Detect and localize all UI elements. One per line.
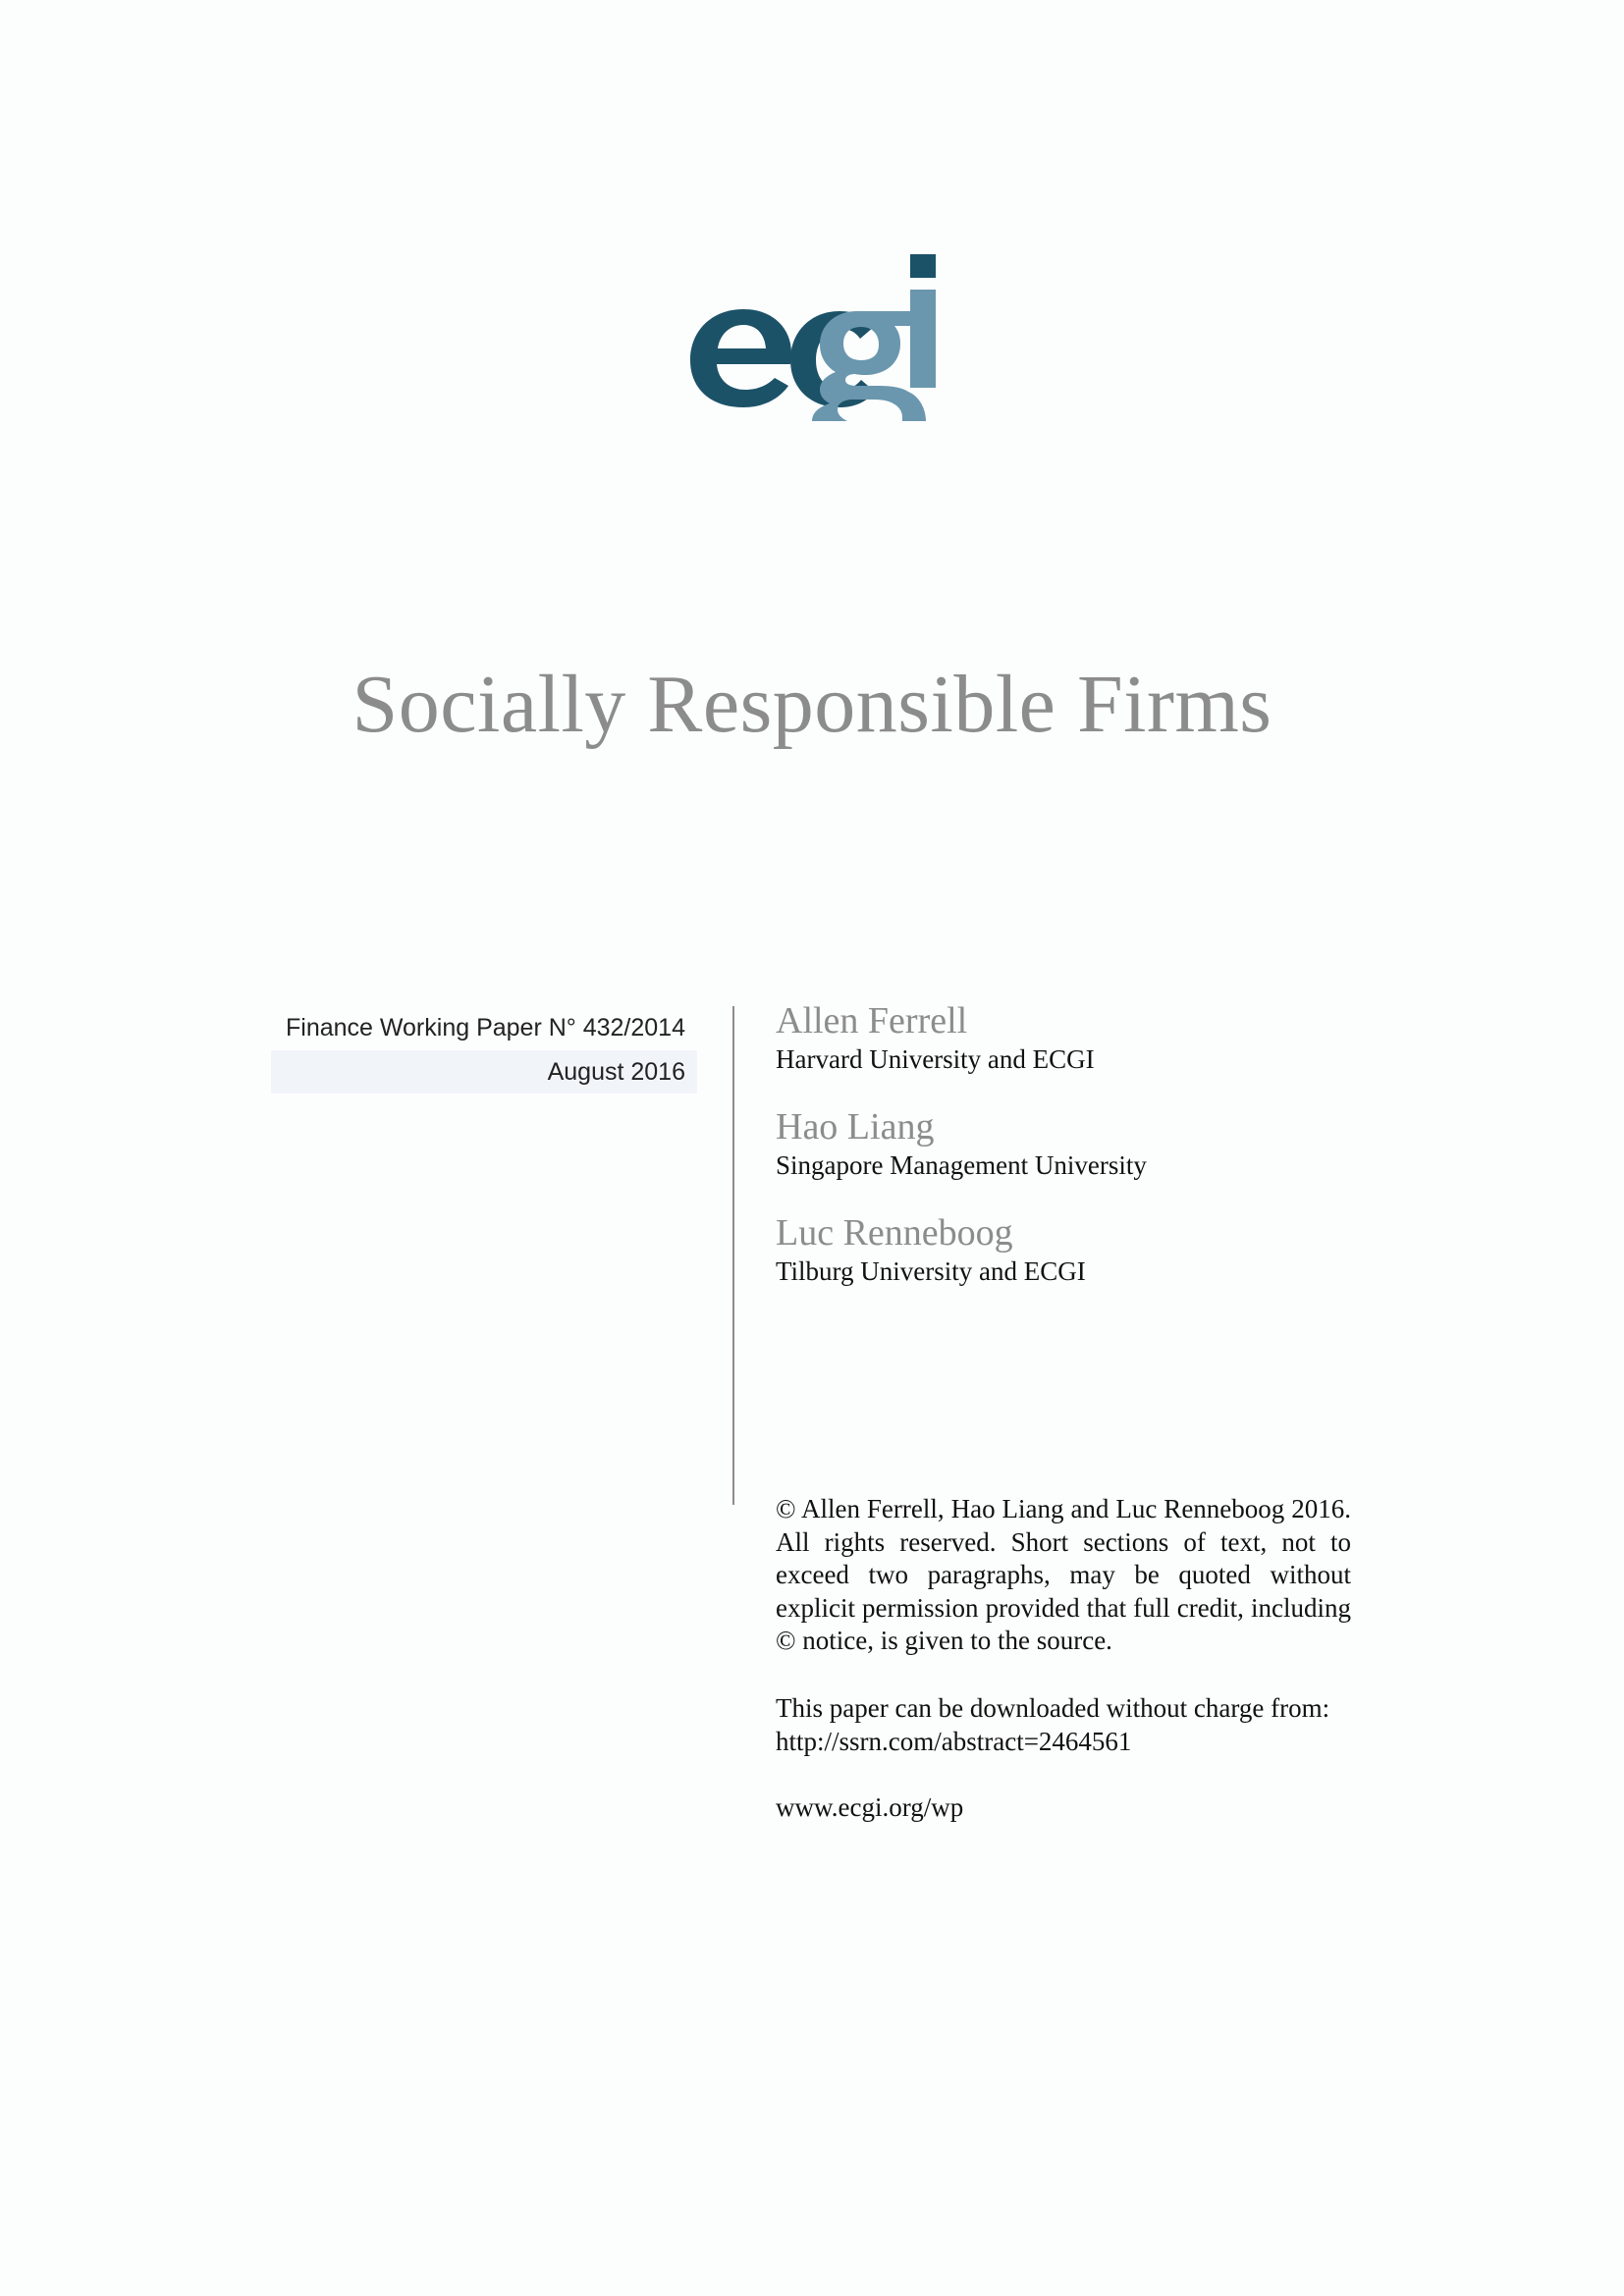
- ecgi-logo: [682, 250, 947, 422]
- author-entry: [776, 999, 1365, 1076]
- author-name: Allen Ferrell: [776, 1000, 968, 1041]
- publication-date: August 2016: [271, 1050, 697, 1094]
- author-affiliation: Harvard University and ECGI: [776, 1044, 1095, 1074]
- author-affiliation: Singapore Management University: [776, 1150, 1147, 1180]
- logo-letter-e: [690, 309, 791, 407]
- paper-title: Socially Responsible Firms: [352, 659, 1272, 750]
- author-affiliation: Tilburg University and ECGI: [776, 1256, 1086, 1286]
- author-name: Luc Renneboog: [776, 1212, 1013, 1254]
- paper-meta: [271, 1006, 697, 1094]
- vertical-divider: [732, 1006, 734, 1505]
- author-entry: [776, 1211, 1365, 1288]
- download-link[interactable]: http://ssrn.com/abstract=2464561: [776, 1726, 1132, 1756]
- logo-letter-g: [812, 311, 926, 421]
- author-entry: [776, 1105, 1365, 1182]
- logo-letter-i: [910, 254, 936, 388]
- website-link[interactable]: www.ecgi.org/wp: [776, 1792, 964, 1822]
- ecgi-logo-mark: [682, 250, 947, 422]
- working-paper-series: Finance Working Paper N° 432/2014: [286, 1014, 685, 1041]
- author-name: Hao Liang: [776, 1106, 935, 1148]
- download-info: [776, 1692, 1365, 1758]
- download-text: This paper can be downloaded without charge from:: [776, 1693, 1330, 1723]
- copyright-notice: © Allen Ferrell, Hao Liang and Luc Renneboog 2016. All rights reserved. Short sections of text, not to exceed two paragraphs, may be quoted without explicit permission provided that full credit, including © notice, is given to the source.: [776, 1494, 1351, 1655]
- author-list: [776, 999, 1365, 1317]
